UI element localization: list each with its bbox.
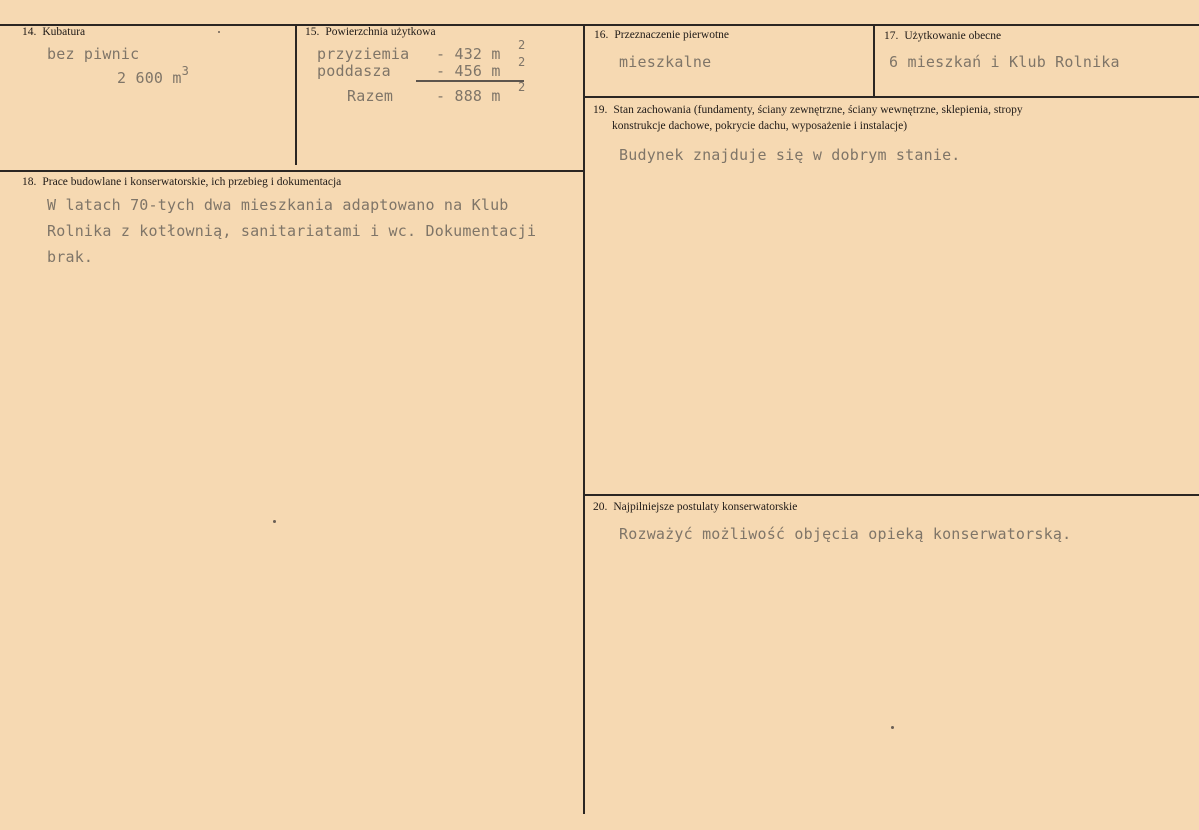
field-15-row1-name: przyziemia (317, 45, 410, 63)
field-18-text-line1: W latach 70-tych dwa mieszkania adaptowano na Klub (47, 196, 509, 214)
field-14-volume: 2 600 m (117, 69, 182, 87)
field-19-number: 19. (593, 104, 608, 116)
field-15-number: 15. (305, 26, 320, 38)
field-15-row3-value: - 888 m (436, 87, 501, 105)
field-16-title: Przeznaczenie pierwotne (614, 29, 729, 41)
field-14-volume-unit-exp: 3 (181, 64, 190, 78)
field-15-row2-value: - 456 m (436, 62, 501, 80)
field-17-number: 17. (884, 30, 899, 42)
divider-16-17 (873, 24, 875, 96)
paper-speck (273, 520, 276, 523)
rule-above-18 (0, 170, 584, 172)
field-18-number: 18. (22, 176, 37, 188)
field-15-row3-name: Razem (347, 87, 394, 105)
field-14-label (22, 25, 85, 39)
field-15-row2-exp: 2 (518, 55, 526, 69)
field-15-row1-value: - 432 m (436, 45, 501, 63)
field-16-label (594, 28, 729, 42)
rule-below-16-17 (583, 96, 1199, 98)
field-14-line1: bez piwnic (47, 45, 140, 63)
paper-speck (218, 31, 220, 33)
field-18-text-line3: brak. (47, 248, 94, 266)
field-19-value: Budynek znajduje się w dobrym stanie. (619, 146, 961, 164)
field-20-value: Rozważyć możliwość objęcia opieką konserwatorską. (619, 525, 1072, 543)
field-14-line2 (117, 64, 190, 87)
field-18-title: Prace budowlane i konserwatorskie, ich przebieg i dokumentacja (42, 176, 342, 188)
field-15-label (305, 25, 436, 39)
field-17-label (884, 29, 1001, 43)
paper-speck (891, 726, 894, 729)
field-15-row3-exp: 2 (518, 80, 526, 94)
field-19-label (593, 103, 1023, 117)
field-15-sum-rule (416, 80, 524, 82)
field-16-number: 16. (594, 29, 609, 41)
divider-main (583, 24, 585, 814)
field-14-title: Kubatura (42, 26, 86, 38)
field-18-text-line2: Rolnika z kotłownią, sanitariatami i wc. Dokumentacji (47, 222, 537, 240)
top-rule (0, 24, 1199, 26)
field-19-title-line1: Stan zachowania (fundamenty, ściany zewnętrzne, ściany wewnętrzne, sklepienia, stropy (613, 104, 1023, 116)
field-20-title: Najpilniejsze postulaty konserwatorskie (613, 501, 798, 513)
field-15-row1-exp: 2 (518, 38, 526, 52)
divider-14-15 (295, 24, 297, 165)
field-16-value: mieszkalne (619, 53, 712, 71)
field-18-label (22, 175, 341, 189)
field-15-title: Powierzchnia użytkowa (325, 26, 436, 38)
field-14-number: 14. (22, 26, 37, 38)
field-20-label (593, 500, 797, 514)
field-19-label-line2: konstrukcje dachowe, pokrycie dachu, wyposażenie i instalacje) (612, 120, 908, 132)
field-15-row2-name: poddasza (317, 62, 391, 80)
rule-above-20 (583, 494, 1199, 496)
field-20-number: 20. (593, 501, 608, 513)
field-17-title: Użytkowanie obecne (904, 30, 1002, 42)
field-17-value: 6 mieszkań i Klub Rolnika (889, 53, 1120, 71)
